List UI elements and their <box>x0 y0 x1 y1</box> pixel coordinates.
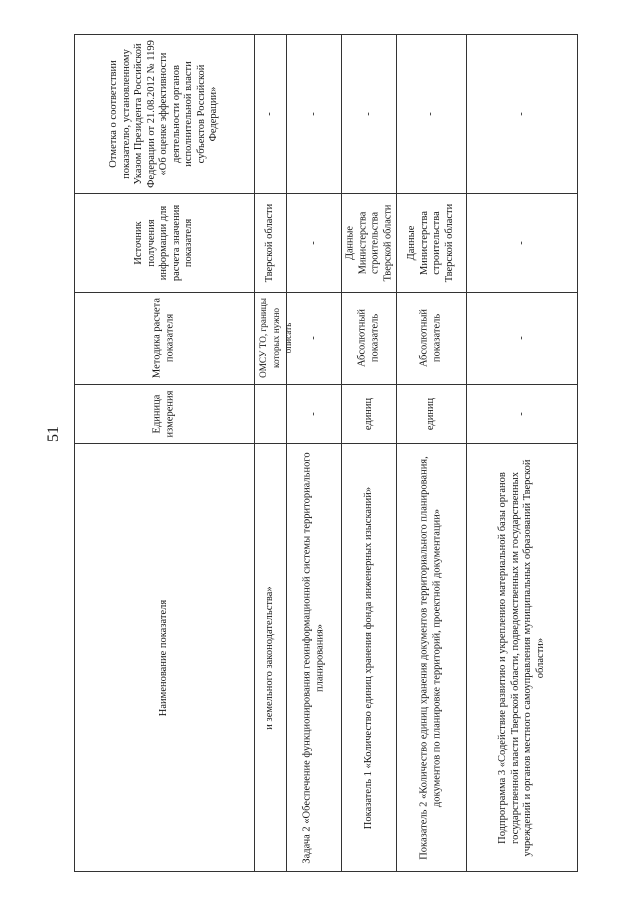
cell-text: - <box>515 336 527 340</box>
table-cell-unit <box>254 384 286 443</box>
table-cell-data-source <box>341 193 396 292</box>
header-cell-data-source <box>74 193 254 292</box>
cell-text: - <box>307 240 319 245</box>
cell-text: - <box>515 240 527 245</box>
header-text: Методика расчета показателя <box>151 297 175 379</box>
page-number: 51 <box>45 426 62 442</box>
cell-text: Тверской области <box>263 203 275 282</box>
table-cell-indicator-name <box>466 443 578 872</box>
table-cell-indicator-name <box>396 443 466 872</box>
header-text: Отметка о соответствии показателю, установленному Указом Президента Российской Федерации от 21.08.2012 № 1199 «Об оценке эффективности деятельности органов исполнительной власти субъектов Российской Федерации» <box>107 39 219 188</box>
table-cell-calc-method <box>286 292 341 384</box>
table-cell-data-source <box>286 193 341 292</box>
table-cell-decree-compliance <box>466 34 578 193</box>
cell-text: Показатель 1 «Количество единиц хранения фонда инженерных изысканий» <box>362 486 374 829</box>
table-cell-indicator-name <box>254 443 286 872</box>
cell-text: - <box>307 336 319 340</box>
table-cell-unit <box>396 384 466 443</box>
cell-text: Подпрограмма 3 «Содействие развитию и укреплению материальной базы органов государственной власти Тверской области, подведомственных им государственных учреждений и органов местного самоуправления муниципальных образований Тверской области» <box>497 459 546 857</box>
table-cell-data-source <box>396 193 466 292</box>
table-cell-calc-method <box>466 292 578 384</box>
cell-text: Данные Министерства строительства Тверской области <box>406 203 455 282</box>
cell-text: единиц <box>362 397 374 430</box>
cell-text: - <box>424 111 436 116</box>
cell-text: Данные Министерства строительства Тверской области <box>344 204 393 281</box>
table-cell-unit <box>286 384 341 443</box>
cell-text: - <box>307 411 319 416</box>
header-cell-indicator-name <box>74 443 254 872</box>
cell-text: Абсолютный показатель <box>356 309 380 367</box>
table-cell-calc-method <box>254 292 293 384</box>
cell-text: - <box>263 111 275 116</box>
cell-text: Абсолютный показатель <box>418 309 442 367</box>
cell-text: - <box>307 111 319 116</box>
table-cell-calc-method <box>341 292 396 384</box>
header-cell-decree-compliance <box>74 34 254 193</box>
header-cell-calc-method <box>74 292 254 384</box>
table-cell-unit <box>466 384 578 443</box>
cell-text: Показатель 2 «Количество единиц хранения документов территориального планирования, документов по планировке территорий, проектной документации» <box>418 455 442 860</box>
table-cell-decree-compliance <box>254 34 286 193</box>
table-cell-indicator-name <box>341 443 396 872</box>
cell-text: Задача 2 «Обеспечение функционирования геоинформационной системы территориального планирования» <box>301 451 325 864</box>
cell-text: и земельного законодательства» <box>263 585 275 730</box>
cell-text: - <box>515 411 527 416</box>
indicator-table <box>74 34 578 872</box>
cell-text: ОМСУ ТО, границы которых нужно описать <box>258 298 293 378</box>
table-cell-decree-compliance <box>341 34 396 193</box>
cell-text: - <box>362 111 374 116</box>
header-text: Наименование показателя <box>157 599 169 716</box>
cell-text: единиц <box>424 397 436 430</box>
table-cell-calc-method <box>396 292 466 384</box>
table-cell-data-source <box>254 193 286 292</box>
table-cell-decree-compliance <box>396 34 466 193</box>
table-cell-indicator-name <box>286 443 341 872</box>
header-cell-unit <box>74 384 254 443</box>
header-text: Источник получения информации для расчета значения показателя <box>132 204 194 281</box>
table-cell-data-source <box>466 193 578 292</box>
cell-text: - <box>515 111 527 116</box>
header-text: Единица измерения <box>151 390 175 437</box>
table-cell-unit <box>341 384 396 443</box>
table-cell-decree-compliance <box>286 34 341 193</box>
